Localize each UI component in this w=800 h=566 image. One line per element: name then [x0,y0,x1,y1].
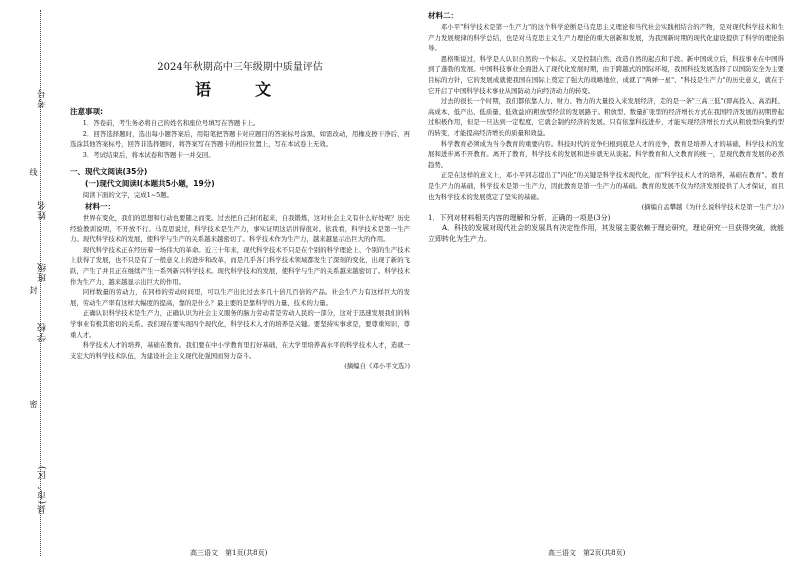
source-citation: (摘编自孟攀越《为什么说科学技术是第一生产力》) [641,203,784,212]
instruction: 阅读下面的文字，完成1~5题。 [82,191,173,200]
material-label: 材料二： [428,11,458,20]
name-label: 姓名 [38,200,48,220]
page-1 [70,6,410,372]
class-label: 班级 [38,262,48,282]
paragraph: 现代科学技术正在经历着一场伟大的革命。近三十年来，现代科学技术不只是在个别的科学理论上、个别的生产技术上获得了发展，也不只是有了一般意义上的进步和改革，而是几乎各门科学技术领域都发生了深刻的变化，出现了新的飞跃，产生了并且正在继续产生一系列新兴科学技术。现代科学技术的发展，使科学与生产的关系越来越密切了。科学技术作为生产力，越来越显示出巨大的作用。 [70,245,410,286]
paragraph: 世界在变化，我们的思想和行动也要随之而变。过去把自己封闭起来，自我锻炼，这对社会主义有什么好处呢？历史经验教训说明，不开放不行。马克思说过，科学技术是生产力，事实证明这话讲得很对。依我看，科学技术是第一生产力。现代科学技术的发展，使科学与生产的关系越来越密切了。科学技术作为生产力，越来越显示出巨大的作用。 [70,213,410,244]
paragraph: 科学教育必须成为当今教育的重要内容。科技时代的竞争归根到底是人才的竞争，教育是培养人才的基础，科学技术的发展和进步离不开教育。离开了教育，科学技术的发展和进步就无从谈起。科学教育和人文教育的统一，是现代教育发展的必然趋势。 [428,139,784,169]
exam-title: 2024年秋期高中三年级期中质量评估 [157,62,323,73]
question-1: 1．下列对材料相关内容的理解和分析，正确的一项是(3分) [428,213,611,222]
material-label: 材料一： [85,201,115,211]
binding-margin [0,0,62,566]
paragraph: 正是在这样的意义上，邓小平同志提出了"四化"的关键是科学技术现代化，而"科学技术人才的培养，基础在教育"。教育是生产力的基础，科学技术是第一生产力，因此教育是第一生产力的基础。教育的发展不仅为经济发展提供了人才保证，而且也为科学技术的发展奠定了坚实的基础。 [428,171,784,201]
paragraph: 恩格斯说过，科学是人认识自然的一个标志。又是控制自然、改造自然的起点和手段。新中国成立后，科技事业在中国得到了蓬勃的发展。中国科技事业全面进入了现代化发展时期，由于跨越式的国际环境，我国科技发展选择了以国防安全为主要目标的方针，它的发展成就使我国在国际上奠定了强大的战略地位，成就了"两弹一星"、"科技是生产力"的历史意义，就在于它开启了中国科学技术事业从国防动力向经济动力的转变。 [428,54,784,95]
paragraph: 同样数量的劳动力，在同样的劳动时间里，可以生产出比过去多几十倍几百倍的产品。社会生产力有这样巨大的发展，劳动生产率有这样大幅度的提高，靠的是什么？最主要的是靠科学的力量、技术的力量。 [70,288,410,307]
seal-mark-line: 线 [29,168,38,176]
exam-no-label: 考号 [38,88,48,108]
source-citation: (摘编自《邓小平文选》) [344,362,410,371]
paragraph: 邓小平"科学技术是第一生产力"的这个科学论断是马克思主义理论和当代社会实践相结合的产物，是对现代科学技术和生产力发展规律的科学总结，也是对马克思主义生产力理论的重大创新和发展，为我国新时期的现代化建设提供了科学的理论指导。 [428,23,784,53]
notice-heading: 注意事项: [70,107,103,116]
county-label: 县(市、区) [38,465,48,515]
notice-item: 2．回答选择题时，选出每小题答案后，用铅笔把答题卡对应题目的答案标号涂黑，如需改动，用橡皮擦干净后，再选涂其他答案标号，回答非选择题时，将答案写在答题卡的相应位置上，写在本试卷上无效。 [70,129,410,149]
paragraph: 过去的很长一个时期，我们都依靠人力、财力、物力的大量投入来发展经济，走的是一条"三高三低"(即高投入、高消耗、高成本、低产出、低质量、低效益)的粗放型经营的发展路子。粗放型、数量扩张型的经济增长方式在我国经济发展的初期曾起过积极作用，但是一旦达到一定程度，它就会制约经济的发展。只有依靠科技进步，才能实现经济增长方式从粗放型向集约型的转变，才能提高经济增长的质量和效益。 [428,97,784,137]
notice-item: 3．考试结束后，将本试卷和答题卡一并交回。 [82,150,215,159]
seal-mark-seal: 封 [29,286,38,294]
option-a: A．科技的发展对现代社会的发展具有决定性作用，其发展主要依赖于理论研究，理论研究一旦获得突破，就能立即转化为生产力。 [428,224,784,243]
page-1-footer: 高三语文 第1页(共8页) [190,549,268,557]
page-2-footer: 高三语文 第2页(共8页) [548,549,626,557]
subject-title: 语 文 [194,80,285,99]
subsection-heading: (一)现代文阅读Ⅰ(本题共5小题，19分) [85,179,215,189]
school-label: 学校 [38,322,48,342]
seal-mark-secret: 密 [29,400,38,408]
paragraph: 科学技术人才的培养，基础在教育。我们要在中小学教育里打好基础，在大学里培养高水平的科学技术人才，造就一支宏大的科学技术队伍，为建设社会主义现代化强国而努力奋斗。 [70,341,410,360]
notice-item: 1．答卷前，考生务必将自己的姓名和座位号填写在答题卡上。 [82,119,260,127]
section-heading: 一、现代文阅读(35分) [70,167,148,177]
paragraph: 正确认识科学技术是生产力，正确认识为社会主义服务的脑力劳动者是劳动人民的一部分，这对于迅速发展我们的科学事业有极其密切的关系。我们现在要实现四个现代化，科学技术人才的培养是关键。要坚持实事求是，要尊重知识，尊重人才。 [70,309,410,339]
page-2 [428,6,784,244]
